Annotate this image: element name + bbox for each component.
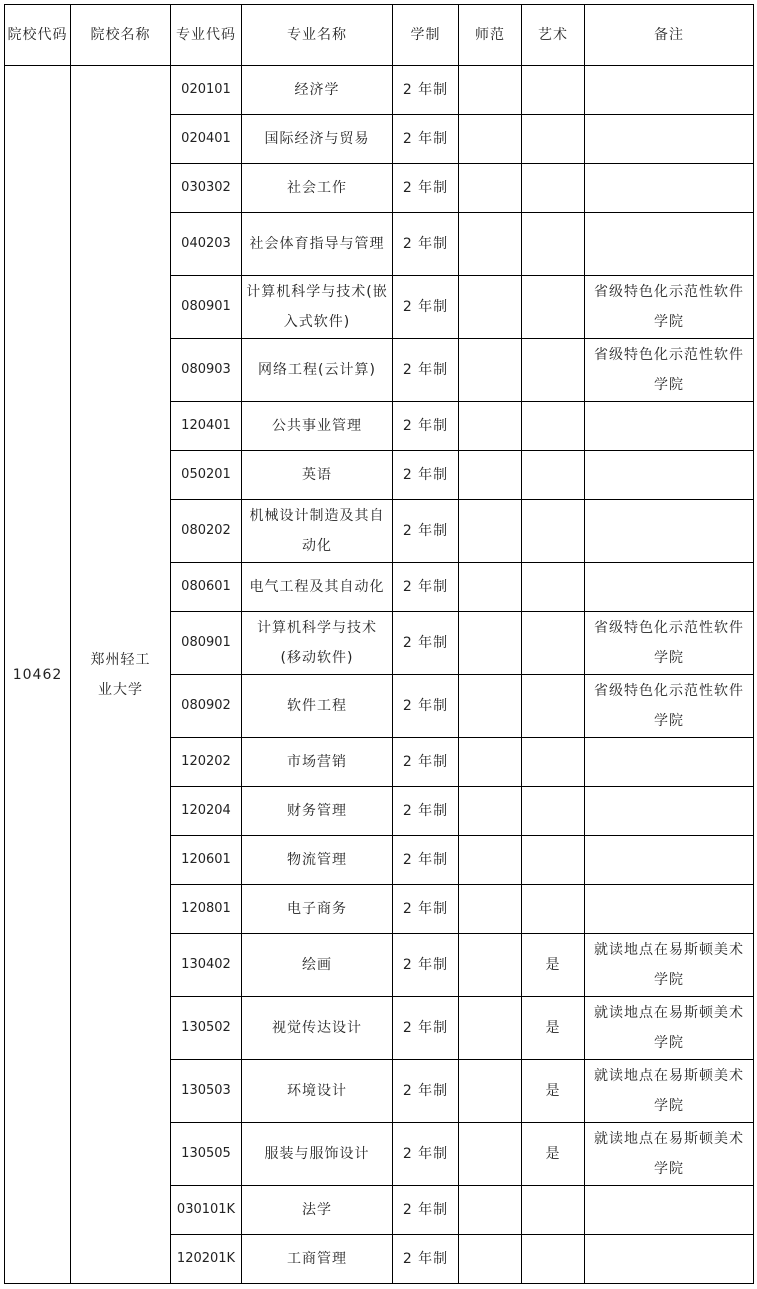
remark-cell: 省级特色化示范性软件学院 — [585, 612, 754, 675]
normal-cell — [459, 164, 522, 213]
header-normal: 师范 — [459, 5, 522, 66]
normal-cell — [459, 1235, 522, 1284]
remark-cell — [585, 563, 754, 612]
art-cell — [522, 500, 585, 563]
duration-cell: 2 年制 — [393, 339, 459, 402]
major-code-cell: 130502 — [171, 997, 242, 1060]
normal-cell — [459, 675, 522, 738]
major-code-cell: 080601 — [171, 563, 242, 612]
remark-cell — [585, 66, 754, 115]
normal-cell — [459, 612, 522, 675]
duration-cell: 2 年制 — [393, 787, 459, 836]
header-school-code: 院校代码 — [5, 5, 71, 66]
art-cell — [522, 738, 585, 787]
major-name-cell: 社会工作 — [242, 164, 393, 213]
art-cell — [522, 276, 585, 339]
major-code-cell: 030302 — [171, 164, 242, 213]
normal-cell — [459, 276, 522, 339]
duration-cell: 2 年制 — [393, 675, 459, 738]
remark-cell — [585, 115, 754, 164]
remark-cell: 就读地点在易斯顿美术学院 — [585, 1123, 754, 1186]
major-code-cell: 080901 — [171, 276, 242, 339]
art-cell — [522, 213, 585, 276]
major-name-cell: 国际经济与贸易 — [242, 115, 393, 164]
remark-cell — [585, 885, 754, 934]
normal-cell — [459, 787, 522, 836]
duration-cell: 2 年制 — [393, 115, 459, 164]
art-cell — [522, 1235, 585, 1284]
remark-cell — [585, 836, 754, 885]
major-code-cell: 120401 — [171, 402, 242, 451]
remark-cell: 省级特色化示范性软件学院 — [585, 276, 754, 339]
normal-cell — [459, 115, 522, 164]
art-cell: 是 — [522, 1060, 585, 1123]
major-code-cell: 130503 — [171, 1060, 242, 1123]
major-code-cell: 040203 — [171, 213, 242, 276]
remark-cell — [585, 1186, 754, 1235]
major-name-cell: 网络工程(云计算) — [242, 339, 393, 402]
normal-cell — [459, 402, 522, 451]
duration-cell: 2 年制 — [393, 885, 459, 934]
major-code-cell: 080902 — [171, 675, 242, 738]
normal-cell — [459, 1123, 522, 1186]
remark-cell: 省级特色化示范性软件学院 — [585, 675, 754, 738]
major-code-cell: 120201K — [171, 1235, 242, 1284]
header-major-code: 专业代码 — [171, 5, 242, 66]
duration-cell: 2 年制 — [393, 276, 459, 339]
normal-cell — [459, 1060, 522, 1123]
art-cell — [522, 612, 585, 675]
art-cell — [522, 563, 585, 612]
duration-cell: 2 年制 — [393, 451, 459, 500]
normal-cell — [459, 885, 522, 934]
major-code-cell: 080202 — [171, 500, 242, 563]
art-cell — [522, 675, 585, 738]
major-name-cell: 电子商务 — [242, 885, 393, 934]
normal-cell — [459, 339, 522, 402]
art-cell — [522, 339, 585, 402]
duration-cell: 2 年制 — [393, 836, 459, 885]
normal-cell — [459, 563, 522, 612]
normal-cell — [459, 66, 522, 115]
major-name-cell: 软件工程 — [242, 675, 393, 738]
normal-cell — [459, 451, 522, 500]
art-cell: 是 — [522, 934, 585, 997]
major-code-cell: 020101 — [171, 66, 242, 115]
remark-cell — [585, 500, 754, 563]
remark-cell: 就读地点在易斯顿美术学院 — [585, 997, 754, 1060]
major-name-cell: 绘画 — [242, 934, 393, 997]
remark-cell — [585, 1235, 754, 1284]
major-name-cell: 法学 — [242, 1186, 393, 1235]
major-name-cell: 经济学 — [242, 66, 393, 115]
major-name-cell: 工商管理 — [242, 1235, 393, 1284]
art-cell: 是 — [522, 997, 585, 1060]
art-cell: 是 — [522, 1123, 585, 1186]
art-cell — [522, 885, 585, 934]
duration-cell: 2 年制 — [393, 1123, 459, 1186]
major-code-cell: 050201 — [171, 451, 242, 500]
duration-cell: 2 年制 — [393, 1060, 459, 1123]
art-cell — [522, 451, 585, 500]
table-row — [5, 66, 754, 115]
art-cell — [522, 787, 585, 836]
major-name-cell: 财务管理 — [242, 787, 393, 836]
art-cell — [522, 402, 585, 451]
remark-cell: 就读地点在易斯顿美术学院 — [585, 1060, 754, 1123]
normal-cell — [459, 1186, 522, 1235]
major-name-cell: 计算机科学与技术 (移动软件) — [242, 612, 393, 675]
major-name-cell: 视觉传达设计 — [242, 997, 393, 1060]
major-name-cell: 计算机科学与技术(嵌入式软件) — [242, 276, 393, 339]
duration-cell: 2 年制 — [393, 213, 459, 276]
major-name-cell: 电气工程及其自动化 — [242, 563, 393, 612]
duration-cell: 2 年制 — [393, 1235, 459, 1284]
normal-cell — [459, 500, 522, 563]
remark-cell — [585, 738, 754, 787]
normal-cell — [459, 738, 522, 787]
normal-cell — [459, 997, 522, 1060]
header-art: 艺术 — [522, 5, 585, 66]
duration-cell: 2 年制 — [393, 934, 459, 997]
admissions-table — [4, 4, 754, 1284]
major-name-cell: 物流管理 — [242, 836, 393, 885]
header-school-name: 院校名称 — [71, 5, 171, 66]
duration-cell: 2 年制 — [393, 500, 459, 563]
major-code-cell: 130505 — [171, 1123, 242, 1186]
major-code-cell: 030101K — [171, 1186, 242, 1235]
header-duration: 学制 — [393, 5, 459, 66]
duration-cell: 2 年制 — [393, 66, 459, 115]
normal-cell — [459, 213, 522, 276]
school-name-cell: 郑州轻工业大学 — [71, 66, 171, 1284]
major-name-cell: 服装与服饰设计 — [242, 1123, 393, 1186]
major-code-cell: 120202 — [171, 738, 242, 787]
duration-cell: 2 年制 — [393, 738, 459, 787]
major-code-cell: 120801 — [171, 885, 242, 934]
major-code-cell: 080901 — [171, 612, 242, 675]
major-code-cell: 020401 — [171, 115, 242, 164]
remark-cell — [585, 402, 754, 451]
remark-cell: 就读地点在易斯顿美术学院 — [585, 934, 754, 997]
art-cell — [522, 1186, 585, 1235]
major-name-cell: 社会体育指导与管理 — [242, 213, 393, 276]
duration-cell: 2 年制 — [393, 997, 459, 1060]
header-row — [5, 5, 754, 66]
duration-cell: 2 年制 — [393, 612, 459, 675]
major-name-cell: 机械设计制造及其自动化 — [242, 500, 393, 563]
major-name-cell: 市场营销 — [242, 738, 393, 787]
art-cell — [522, 115, 585, 164]
major-code-cell: 120601 — [171, 836, 242, 885]
remark-cell — [585, 164, 754, 213]
major-name-cell: 公共事业管理 — [242, 402, 393, 451]
remark-cell — [585, 451, 754, 500]
normal-cell — [459, 934, 522, 997]
remark-cell — [585, 787, 754, 836]
remark-cell — [585, 213, 754, 276]
school-code-cell: 10462 — [5, 66, 71, 1284]
header-remark: 备注 — [585, 5, 754, 66]
duration-cell: 2 年制 — [393, 563, 459, 612]
duration-cell: 2 年制 — [393, 164, 459, 213]
duration-cell: 2 年制 — [393, 1186, 459, 1235]
major-code-cell: 130402 — [171, 934, 242, 997]
major-code-cell: 120204 — [171, 787, 242, 836]
normal-cell — [459, 836, 522, 885]
duration-cell: 2 年制 — [393, 402, 459, 451]
major-code-cell: 080903 — [171, 339, 242, 402]
header-major-name: 专业名称 — [242, 5, 393, 66]
major-name-cell: 英语 — [242, 451, 393, 500]
remark-cell: 省级特色化示范性软件学院 — [585, 339, 754, 402]
art-cell — [522, 836, 585, 885]
major-name-cell: 环境设计 — [242, 1060, 393, 1123]
art-cell — [522, 164, 585, 213]
art-cell — [522, 66, 585, 115]
